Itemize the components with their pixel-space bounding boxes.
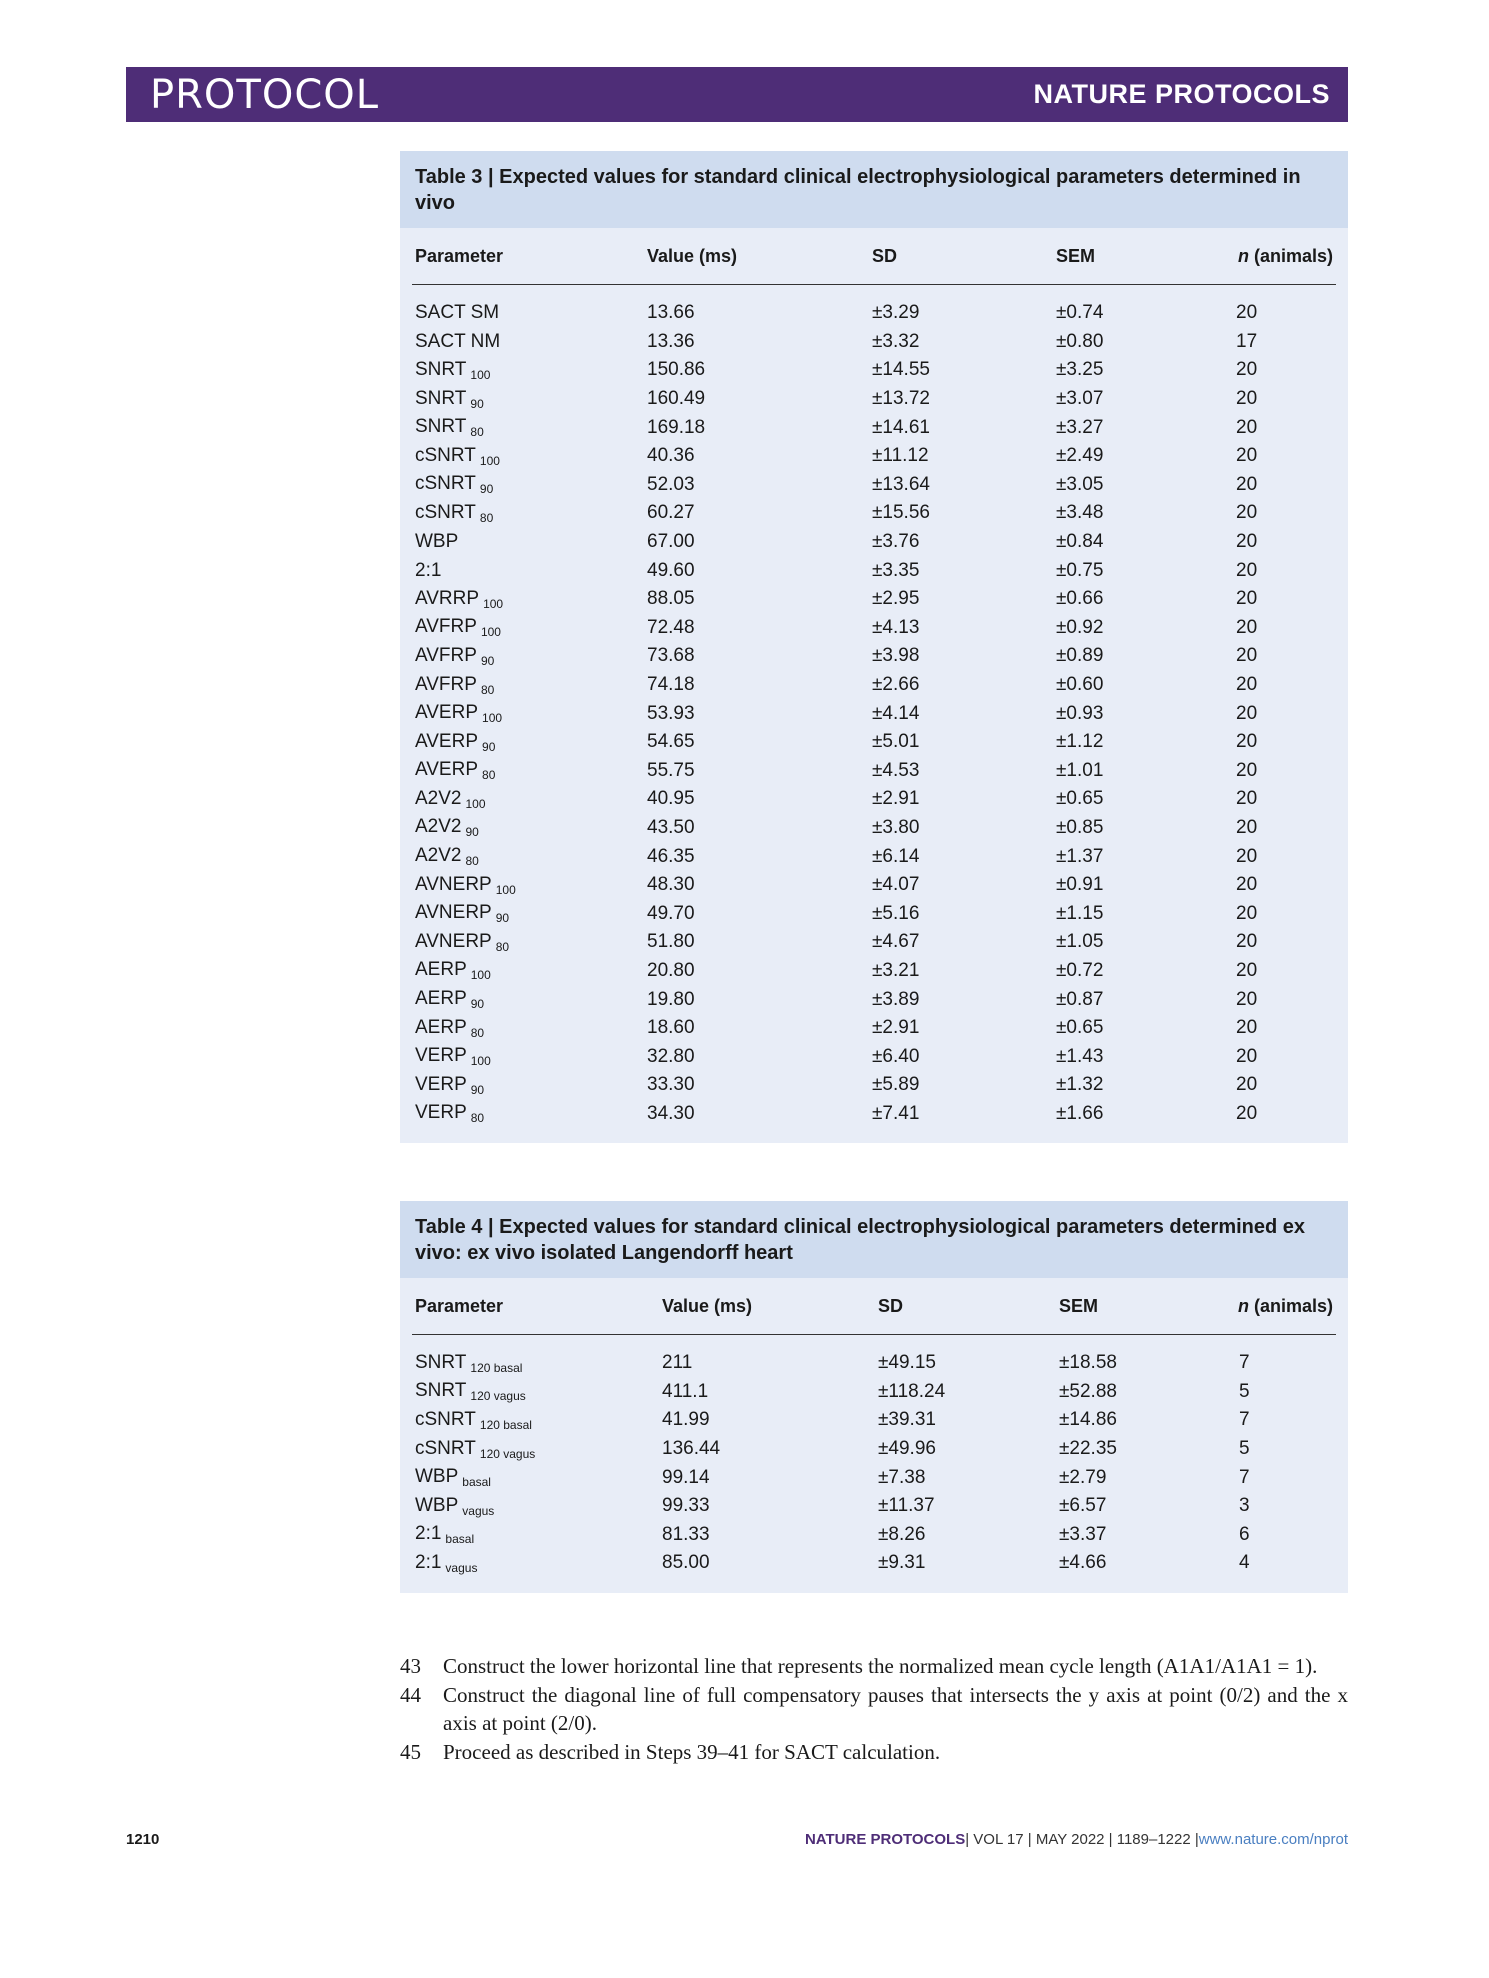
cell-value: 48.30 [647,874,695,896]
cell-parameter: AVFRP $_{90}$ [415,644,495,668]
cell-sd: ±8.26 [878,1523,926,1545]
cell-n: 20 [1236,988,1258,1010]
cell-sem: ±2.49 [1056,445,1104,467]
cell-parameter: AVRRP $_{100}$ [415,587,504,611]
cell-value: 60.27 [647,502,695,524]
cell-value: 169.18 [647,416,706,438]
cell-value: 54.65 [647,731,695,753]
table-row [415,1014,1333,1043]
cell-sem: ±3.48 [1056,502,1104,524]
cell-parameter: A2V2 $_{80}$ [415,845,479,869]
cell-sem: ±22.35 [1059,1438,1117,1460]
cell-value: 33.30 [647,1074,695,1096]
table-row [415,614,1333,643]
cell-value: 49.60 [647,559,695,581]
cell-parameter: WBP $_{vagus}$ [415,1494,495,1518]
journal-url-link[interactable]: www.nature.com/nprot [1198,1831,1348,1848]
cell-sd: ±14.55 [872,359,930,381]
cell-n: 20 [1236,816,1258,838]
cell-sem: ±0.92 [1056,616,1104,638]
cell-value: 40.36 [647,445,695,467]
cell-sd: ±4.13 [872,616,920,638]
cell-value: 136.44 [662,1438,721,1460]
cell-n: 20 [1236,616,1258,638]
cell-n: 20 [1236,588,1258,610]
cell-value: 49.70 [647,902,695,924]
table-row [415,1071,1333,1100]
section-label: PROTOCOL [150,71,380,118]
cell-sem: ±14.86 [1059,1409,1117,1431]
cell-parameter: 2:1 $_{vagus}$ [415,1551,478,1575]
cell-n: 20 [1236,645,1258,667]
cell-sem: ±1.12 [1056,731,1104,753]
cell-sd: ±4.53 [872,759,920,781]
table-row [415,1521,1333,1550]
table-row [415,528,1333,557]
cell-parameter: AVNERP $_{80}$ [415,930,510,954]
cell-value: 20.80 [647,959,695,981]
cell-n: 20 [1236,931,1258,953]
cell-value: 19.80 [647,988,695,1010]
cell-sd: ±13.64 [872,473,930,495]
cell-value: 150.86 [647,359,706,381]
cell-n: 20 [1236,674,1258,696]
cell-value: 99.14 [662,1466,710,1488]
cell-sd: ±11.37 [878,1495,935,1517]
step-43: 43 Construct the lower horizontal line that represents the normalized mean cycle length (A1A1/A1A1 = 1). [400,1654,1318,1678]
cell-sem: ±3.05 [1056,473,1104,495]
cell-n: 20 [1236,902,1258,924]
table-row [415,899,1333,928]
cell-sd: ±3.29 [872,302,920,324]
table-body [400,1335,1348,1593]
table-row [415,957,1333,986]
cell-value: 72.48 [647,616,695,638]
cell-n: 20 [1236,788,1258,810]
cell-value: 40.95 [647,788,695,810]
cell-parameter: AVERP $_{90}$ [415,730,496,754]
cell-sd: ±6.40 [872,1045,920,1067]
cell-sd: ±39.31 [878,1409,936,1431]
cell-value: 43.50 [647,816,695,838]
step-44: 44 Construct the diagonal line of full compensatory pauses that intersects the y axis at point (0/2) and the x axis at point (2/0). [400,1682,1348,1735]
cell-value: 52.03 [647,473,695,495]
cell-parameter: AERP $_{80}$ [415,1016,485,1040]
table-row [415,585,1333,614]
table-row [415,842,1333,871]
table-row [415,356,1333,385]
table-row [415,1463,1333,1492]
journal-name: NATURE PROTOCOLS [1033,79,1330,109]
table-row [415,499,1333,528]
cell-sem: ±0.91 [1056,874,1104,896]
cell-sem: ±1.32 [1056,1074,1104,1096]
cell-sd: ±6.14 [872,845,920,867]
cell-value: 160.49 [647,388,706,410]
cell-sem: ±0.74 [1056,302,1104,324]
cell-sd: ±4.67 [872,931,920,953]
cell-sd: ±3.32 [872,330,920,352]
cell-n: 20 [1236,1074,1258,1096]
cell-parameter: VERP $_{80}$ [415,1102,485,1126]
cell-sd: ±3.98 [872,645,920,667]
cell-sem: ±0.89 [1056,645,1104,667]
cell-n: 20 [1236,388,1258,410]
col-parameter: Parameter [415,245,504,266]
cell-sem: ±0.66 [1056,588,1104,610]
cell-sem: ±3.07 [1056,388,1104,410]
cell-n: 20 [1236,359,1258,381]
table-row [415,642,1333,671]
cell-n: 20 [1236,1102,1258,1124]
cell-value: 211 [662,1352,693,1374]
table-row [415,928,1333,957]
cell-sd: ±49.15 [878,1352,936,1374]
cell-sd: ±2.95 [872,588,920,610]
cell-sem: ±3.37 [1059,1523,1107,1545]
table-row [415,442,1333,471]
cell-sd: ±3.80 [872,816,920,838]
cell-n: 4 [1239,1552,1250,1574]
cell-value: 18.60 [647,1017,695,1039]
table-row [415,985,1333,1014]
table-row [415,328,1333,357]
cell-sem: ±1.05 [1056,931,1104,953]
cell-n: 20 [1236,874,1258,896]
table-row [415,1406,1333,1435]
cell-parameter: cSNRT $_{100}$ [415,444,500,468]
table-3 [400,151,1348,1143]
cell-sem: ±52.88 [1059,1380,1117,1402]
table-row [415,299,1333,328]
cell-parameter: VERP $_{100}$ [415,1045,491,1069]
table-row [415,1100,1333,1129]
cell-value: 34.30 [647,1102,695,1124]
cell-n: 20 [1236,559,1258,581]
cell-sd: ±4.07 [872,874,920,896]
cell-sd: ±11.12 [872,445,929,467]
col-n: n (animals) [1237,245,1333,266]
col-value: Value (ms) [662,1295,753,1316]
cell-sd: ±3.76 [872,531,920,553]
table-caption [400,1201,1348,1278]
cell-sd: ±13.72 [872,388,930,410]
cell-sem: ±3.27 [1056,416,1104,438]
cell-sem: ±0.75 [1056,559,1104,581]
cell-value: 74.18 [647,674,695,696]
cell-sem: ±2.79 [1059,1466,1107,1488]
table-row [415,1349,1333,1378]
cell-parameter: cSNRT $_{120 basal}$ [415,1408,532,1432]
cell-sem: ±1.15 [1056,902,1104,924]
col-sd: SD [872,245,898,266]
cell-sem: ±0.84 [1056,531,1104,553]
cell-n: 7 [1239,1466,1250,1488]
col-sem: SEM [1059,1295,1099,1316]
cell-value: 13.66 [647,302,695,324]
col-n: n (animals) [1237,1295,1333,1316]
step-45: 45 Proceed as described in Steps 39–41 for SACT calculation. [400,1739,941,1764]
cell-n: 20 [1236,473,1258,495]
cell-value: 73.68 [647,645,695,667]
procedure-steps [400,1652,1348,1766]
cell-sem: ±0.65 [1056,1017,1104,1039]
cell-parameter: AVNERP $_{100}$ [415,873,516,897]
cell-n: 20 [1236,416,1258,438]
cell-sd: ±9.31 [878,1552,926,1574]
cell-n: 20 [1236,502,1258,524]
cell-value: 55.75 [647,759,695,781]
cell-n: 5 [1239,1380,1250,1402]
cell-parameter: AVFRP $_{80}$ [415,673,495,697]
cell-value: 85.00 [662,1552,710,1574]
cell-parameter: A2V2 $_{90}$ [415,816,479,840]
table-row [415,556,1333,585]
cell-parameter: AVERP $_{100}$ [415,702,503,726]
cell-value: 13.36 [647,330,695,352]
cell-sem: ±1.43 [1056,1045,1104,1067]
cell-sd: ±3.21 [872,959,920,981]
table-row [415,1378,1333,1407]
cell-n: 20 [1236,731,1258,753]
cell-parameter: cSNRT $_{120 vagus}$ [415,1437,536,1461]
cell-sd: ±5.01 [872,731,920,753]
cell-n: 20 [1236,531,1258,553]
cell-sd: ±3.89 [872,988,920,1010]
col-parameter: Parameter [415,1295,504,1316]
table-row [415,1435,1333,1464]
cell-parameter: SNRT $_{80}$ [415,416,484,440]
cell-sem: ±1.01 [1056,759,1104,781]
table-title: Expected values for standard clinical electrophysiological parameters determined in vivo [415,166,1301,214]
col-value: Value (ms) [647,245,738,266]
table-row [415,471,1333,500]
table-label: Table 4 | [415,1216,494,1238]
cell-sd: ±7.38 [878,1466,926,1488]
cell-n: 7 [1239,1352,1250,1374]
cell-sem: ±18.58 [1059,1352,1117,1374]
table-row [415,785,1333,814]
cell-sd: ±2.66 [872,674,920,696]
cell-sd: ±2.91 [872,1017,920,1039]
cell-parameter: cSNRT $_{80}$ [415,501,494,525]
cell-sd: ±5.89 [872,1074,920,1096]
table-4 [400,1201,1348,1593]
table-row [415,671,1333,700]
cell-sem: ±3.25 [1056,359,1104,381]
page-number: 1210 [126,1831,160,1848]
table-row [415,871,1333,900]
cell-value: 46.35 [647,845,695,867]
cell-parameter: SNRT $_{120 basal}$ [415,1351,523,1375]
cell-n: 20 [1236,302,1258,324]
cell-sd: ±14.61 [872,416,930,438]
cell-sd: ±7.41 [872,1102,920,1124]
cell-n: 6 [1239,1523,1250,1545]
cell-n: 20 [1236,1017,1258,1039]
table-header [412,1278,1336,1335]
table-header [412,228,1336,285]
cell-sem: ±0.80 [1056,330,1104,352]
cell-n: 20 [1236,959,1258,981]
cell-sem: ±1.37 [1056,845,1104,867]
cell-parameter: AVNERP $_{90}$ [415,902,510,926]
citation: NATURE PROTOCOLS| VOL 17 | MAY 2022 | 1189–1222 |www.nature.com/nprot [804,1831,1348,1848]
cell-n: 20 [1236,702,1258,724]
cell-parameter: A2V2 $_{100}$ [415,787,486,811]
cell-n: 20 [1236,759,1258,781]
cell-parameter: 2:1 $_{basal}$ [415,1523,475,1547]
cell-sem: ±0.60 [1056,674,1104,696]
cell-value: 88.05 [647,588,695,610]
table-row [415,814,1333,843]
cell-n: 3 [1239,1495,1250,1517]
cell-sd: ±49.96 [878,1438,936,1460]
cell-sd: ±15.56 [872,502,930,524]
cell-parameter: cSNRT $_{90}$ [415,473,494,497]
table-row [415,699,1333,728]
cell-n: 20 [1236,1045,1258,1067]
cell-n: 20 [1236,845,1258,867]
cell-parameter: VERP $_{90}$ [415,1073,485,1097]
cell-parameter: WBP [415,531,459,553]
cell-parameter: AERP $_{100}$ [415,959,491,983]
table-row [415,728,1333,757]
cell-n: 7 [1239,1409,1250,1431]
cell-sem: ±0.93 [1056,702,1104,724]
cell-sd: ±5.16 [872,902,920,924]
cell-value: 53.93 [647,702,695,724]
cell-value: 32.80 [647,1045,695,1067]
cell-sem: ±0.72 [1056,959,1104,981]
cell-sd: ±4.14 [872,702,920,724]
cell-parameter: SNRT $_{120 vagus}$ [415,1380,526,1404]
cell-parameter: 2:1 [415,559,442,581]
header-banner [126,67,1348,122]
cell-value: 51.80 [647,931,695,953]
cell-parameter: WBP $_{basal}$ [415,1466,491,1490]
cell-parameter: AVFRP $_{100}$ [415,616,501,640]
table-row [415,1492,1333,1521]
table-label: Table 3 | [415,166,494,188]
cell-sem: ±0.87 [1056,988,1104,1010]
cell-value: 67.00 [647,531,695,553]
cell-value: 81.33 [662,1523,710,1545]
cell-sd: ±2.91 [872,788,920,810]
cell-parameter: AVERP $_{80}$ [415,759,496,783]
col-sem: SEM [1056,245,1096,266]
cell-parameter: SNRT $_{90}$ [415,387,484,411]
cell-n: 20 [1236,445,1258,467]
cell-sem: ±0.65 [1056,788,1104,810]
table-row [415,413,1333,442]
cell-parameter: SACT SM [415,302,500,324]
page-footer [126,1831,1348,1853]
cell-sem: ±0.85 [1056,816,1104,838]
cell-sd: ±118.24 [878,1380,946,1402]
cell-value: 99.33 [662,1495,710,1517]
cell-parameter: AERP $_{90}$ [415,988,485,1012]
table-row [415,757,1333,786]
table-row [415,1042,1333,1071]
table-caption [400,151,1348,228]
cell-n: 5 [1239,1438,1250,1460]
cell-sd: ±3.35 [872,559,920,581]
cell-sem: ±4.66 [1059,1552,1107,1574]
cell-parameter: SNRT $_{100}$ [415,358,491,382]
cell-value: 411.1 [662,1380,709,1402]
cell-n: 17 [1236,330,1258,352]
cell-sem: ±6.57 [1059,1495,1107,1517]
table-row [415,1549,1333,1578]
table-row [415,385,1333,414]
cell-sem: ±1.66 [1056,1102,1104,1124]
cell-parameter: SACT NM [415,330,501,352]
col-sd: SD [878,1295,904,1316]
table-body [400,285,1348,1143]
cell-value: 41.99 [662,1409,710,1431]
table-title: Expected values for standard clinical electrophysiological parameters determined ex vivo: ex vivo isolated Langendorff heart [415,1216,1306,1264]
